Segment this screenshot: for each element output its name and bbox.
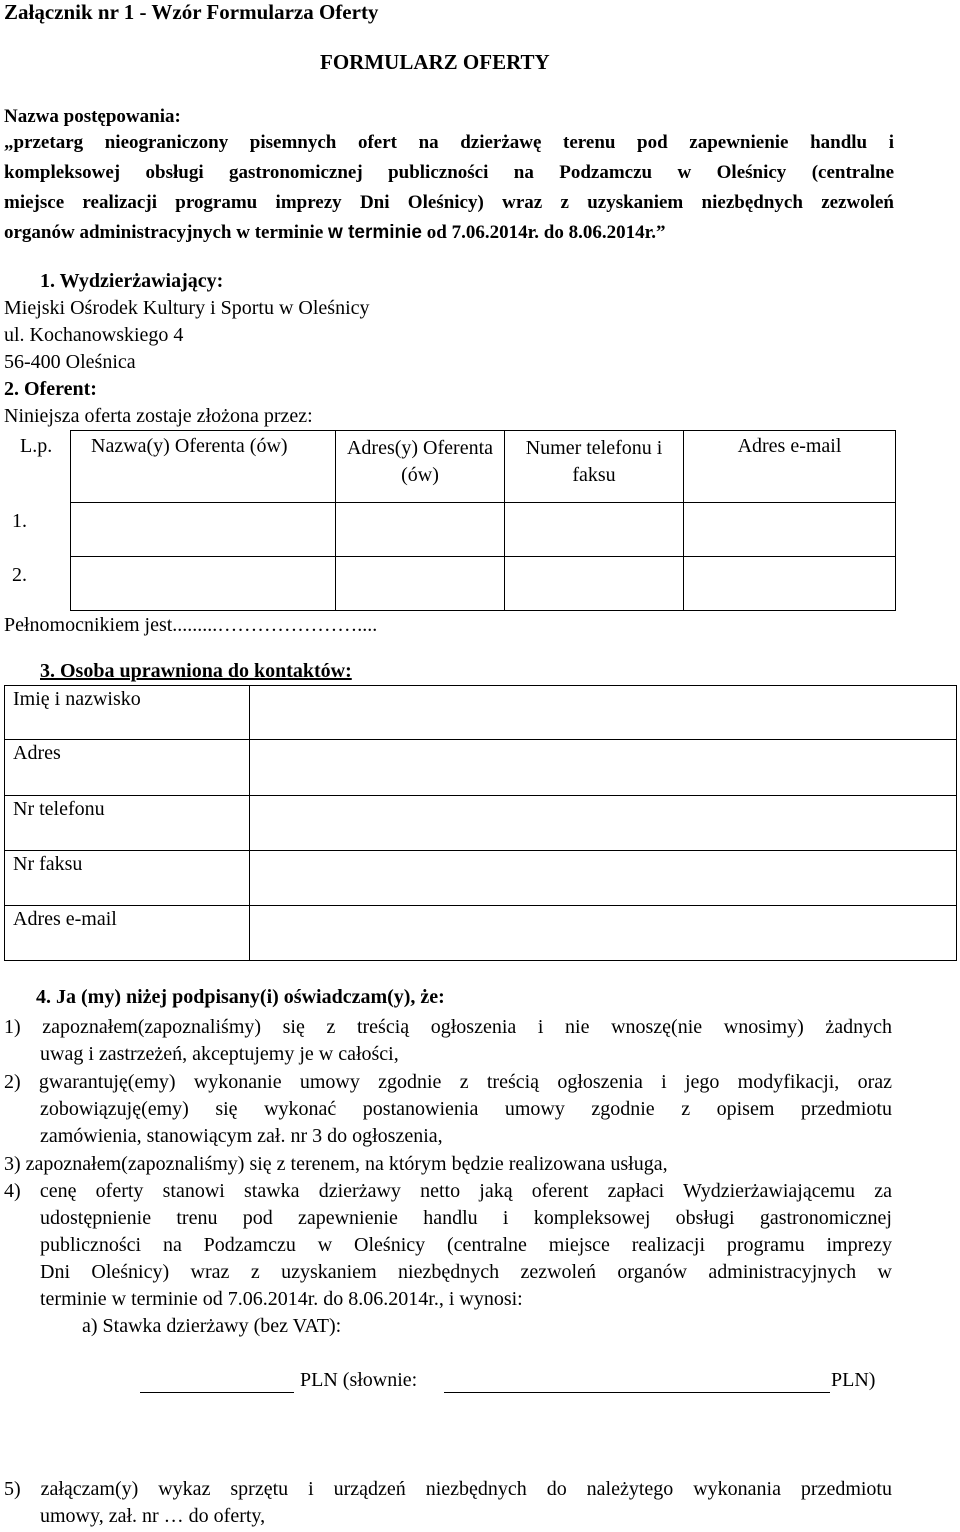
contact-value-email[interactable] <box>250 906 957 961</box>
decl-item-2-line-2: zobowiązuję(emy) się wykonać postanowienia umowy zgodnie z opisem przedmiotu <box>40 1098 892 1120</box>
offeror-row-2-name[interactable] <box>71 557 336 611</box>
decl-item-1-line-1: 1) zapoznałem(zapoznaliśmy) się z treścią ogłoszenia i nie wnoszę(nie wnosimy) żadnych <box>4 1016 892 1038</box>
pln-label: PLN (słownie: <box>300 1369 418 1391</box>
procedure-label: Nazwa postępowania: <box>4 106 181 127</box>
decl-item-2-line-3: zamówienia, stanowiącym zał. nr 3 do ogłoszenia, <box>40 1125 443 1147</box>
offeror-header-phone <box>505 431 684 503</box>
decl-item-4-line-1: 4) cenę oferty stanowi stawka dzierżawy netto jaką oferent zapłaci Wydzierżawiającemu za <box>4 1180 892 1202</box>
decl-item-4-line-4: Dni Oleśnicy) wraz z uzyskaniem niezbędnych zezwoleń organów administracyjnych w <box>40 1261 892 1283</box>
offeror-row-1-phone[interactable] <box>505 503 684 557</box>
annex-title: Załącznik nr 1 - Wzór Formularza Oferty <box>4 0 379 24</box>
offeror-row-1-email[interactable] <box>684 503 896 557</box>
decl-item-1-line-2: uwag i zastrzeżeń, akceptujemy je w całości, <box>40 1043 399 1065</box>
form-title: FORMULARZ OFERTY <box>320 50 550 74</box>
contact-label-cell-fax <box>5 851 250 906</box>
offeror-row-1-lp: 1. <box>12 510 27 532</box>
contact-table <box>4 685 957 961</box>
procedure-line-4 <box>4 222 666 244</box>
pln-end: PLN) <box>831 1369 876 1391</box>
contact-label-email: Adres e-mail <box>13 908 117 930</box>
contact-label-cell-phone <box>5 796 250 851</box>
contact-value-fax[interactable] <box>250 851 957 906</box>
contact-label-fax: Nr faksu <box>13 853 83 875</box>
decl-item-4-line-2: udostępnienie trenu pod zapewnienie handlu i kompleksowej obsługi gastronomicznej <box>40 1207 892 1229</box>
pln-amount-line[interactable] <box>140 1392 294 1393</box>
decl-item-2-line-1: 2) gwarantuję(emy) wykonanie umowy zgodnie z treścią ogłoszenia i jego modyfikacji, oraz <box>4 1071 892 1093</box>
pln-words-line[interactable] <box>444 1392 830 1393</box>
procedure-line-4-mid: w terminie <box>328 222 423 243</box>
contact-value-phone[interactable] <box>250 796 957 851</box>
decl-item-5-line-1: 5) załączam(y) wykaz sprzętu i urządzeń niezbędnych do należytego wykonania przedmiotu <box>4 1478 892 1500</box>
lessor-street: ul. Kochanowskiego 4 <box>4 324 184 346</box>
decl-item-4a: a) Stawka dzierżawy (bez VAT): <box>82 1315 342 1337</box>
offeror-heading: 2. Oferent: <box>4 378 97 400</box>
contact-label-name: Imię i nazwisko <box>13 688 141 710</box>
procedure-line-4-start: organów administracyjnych w terminie <box>4 222 329 243</box>
offeror-header-phone-text: Numer telefonu i faksu <box>525 437 663 486</box>
contact-value-address[interactable] <box>250 740 957 796</box>
offeror-header-name <box>71 431 336 503</box>
contact-heading: 3. Osoba uprawniona do kontaktów: <box>40 660 352 682</box>
procedure-line-4-end: od 7.06.2014r. do 8.06.2014r.” <box>422 222 666 243</box>
procedure-line-3: miejsce realizacji programu imprezy Dni Oleśnicy) wraz z uzyskaniem niezbędnych zezwoleń <box>4 192 894 213</box>
offeror-row-1-address[interactable] <box>336 503 505 557</box>
contact-label-cell-name <box>5 686 250 740</box>
contact-value-name[interactable] <box>250 686 957 740</box>
offeror-row-1-name[interactable] <box>71 503 336 557</box>
decl-item-4-line-3: publiczności na Podzamczu w Oleśnicy (centralne miejsce realizacji programu imprezy <box>40 1234 892 1256</box>
offeror-header-address-text: Adres(y) Oferenta (ów) <box>346 437 494 486</box>
offeror-row-2-phone[interactable] <box>505 557 684 611</box>
contact-label-address: Adres <box>13 742 61 764</box>
declaration-heading: 4. Ja (my) niżej podpisany(i) oświadczam(y), że: <box>36 986 445 1008</box>
procedure-line-2: kompleksowej obsługi gastronomicznej publiczności na Podzamczu w Oleśnicy (centralne <box>4 162 894 183</box>
offeror-header-address <box>336 431 505 503</box>
lessor-city: 56-400 Oleśnica <box>4 351 136 373</box>
procedure-line-1: „przetarg nieograniczony pisemnych ofert na dzierżawę terenu pod zapewnienie handlu i <box>4 132 894 153</box>
proxy-line: Pełnomocnikiem jest.........………………….... <box>4 614 378 636</box>
offeror-row-2-address[interactable] <box>336 557 505 611</box>
lessor-name: Miejski Ośrodek Kultury i Sportu w Oleśnicy <box>4 297 370 319</box>
contact-label-cell-address <box>5 740 250 796</box>
decl-item-4-line-5: terminie w terminie od 7.06.2014r. do 8.06.2014r., i wynosi: <box>40 1288 523 1310</box>
offeror-table <box>70 430 896 611</box>
lessor-heading: 1. Wydzierżawiający: <box>40 270 224 292</box>
offeror-row-2-lp: 2. <box>12 564 27 586</box>
offeror-col-lp: L.p. <box>20 435 53 457</box>
contact-label-cell-email <box>5 906 250 961</box>
offeror-header-name-text: Nazwa(y) Oferenta (ów) <box>91 435 288 457</box>
offeror-intro: Niniejsza oferta zostaje złożona przez: <box>4 405 313 427</box>
offeror-header-email-text: Adres e-mail <box>737 435 842 457</box>
contact-label-phone: Nr telefonu <box>13 798 105 820</box>
offeror-header-email <box>684 431 896 503</box>
offeror-row-2-email[interactable] <box>684 557 896 611</box>
decl-item-3: 3) zapoznałem(zapoznaliśmy) się z terenem, na którym będzie realizowana usługa, <box>4 1153 668 1175</box>
decl-item-5-line-2: umowy, zał. nr … do oferty, <box>40 1505 266 1527</box>
